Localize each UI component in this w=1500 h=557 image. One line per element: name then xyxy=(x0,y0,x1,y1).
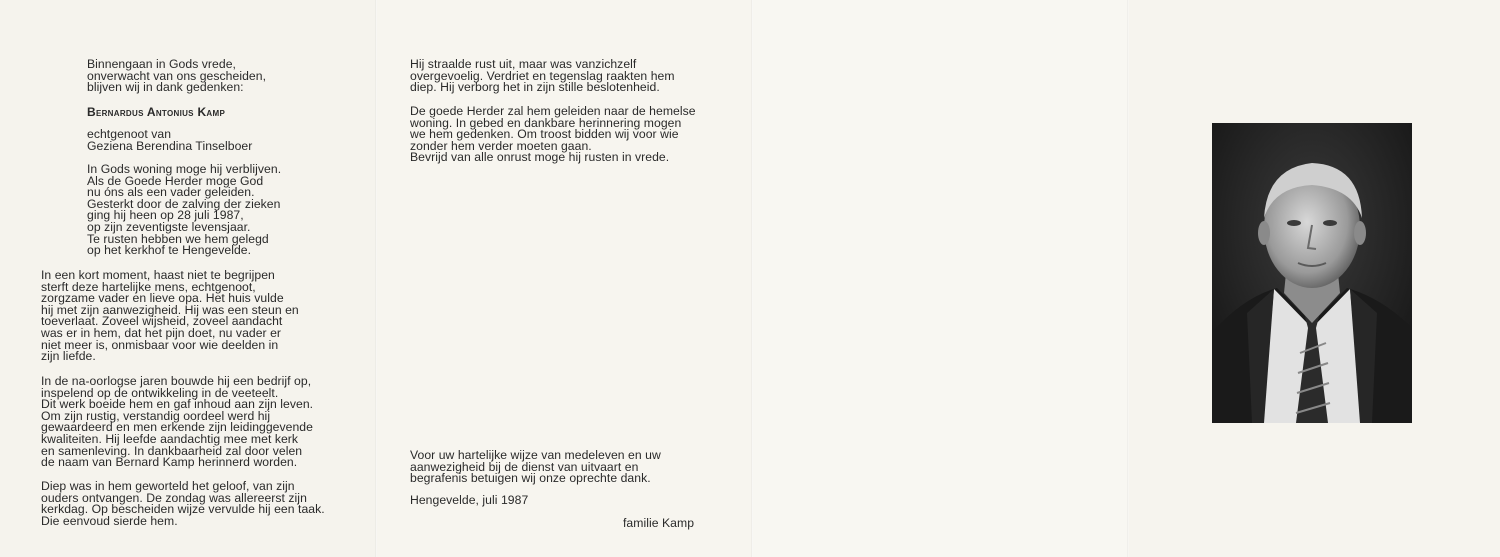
intro-text: Binnengaan in Gods vrede, onverwacht van ons gescheiden, blijven wij in dank gedenken: xyxy=(87,57,267,95)
spouse-text: echtgenoot van Geziena Berendina Tinselboer xyxy=(87,127,253,153)
fold-line xyxy=(1127,0,1129,557)
fold-line xyxy=(375,0,377,557)
portrait-icon xyxy=(1212,123,1412,423)
paragraph-life: In een kort moment, haast niet te begrijpen sterft deze hartelijke mens, echtgenoot, zorgzame vader en lieve opa. Het huis vulde hij met zijn aanwezigheid. Hij was een steun en toeverlaat. Zoveel wijsheid, zoveel aandacht was er in hem, dat het pijn doet, nu vader er niet meer is, onmisbaar voor wie deelden in zijn liefde. xyxy=(41,268,299,364)
paragraph-work: In de na-oorlogse jaren bouwde hij een bedrijf op, inspelend op de ontwikkeling in de veeteelt. Dit werk boeide hem en gaf inhoud aan zijn leven. Om zijn rustig, verstandig oordeel werd hij gewaardeerd en men erkende zijn leidinggevende kwaliteiten. Hij leefde aandachtig mee met kerk en samenleving. In dankbaarheid zal door velen de naam van Bernard Kamp herinnerd worden. xyxy=(41,374,314,470)
place-date: Hengevelde, juli 1987 xyxy=(410,493,529,507)
signature: familie Kamp xyxy=(623,516,695,530)
verse-text: In Gods woning moge hij verblijven. Als de Goede Herder moge God nu óns als een vader geleiden. Gesterkt door de zalving der zieken ging hij heen op 28 juli 1987, op zijn zeventigste levensjaar. Te rusten hebben we hem gelegd op het kerkhof te Hengevelde. xyxy=(87,162,282,258)
fold-line xyxy=(751,0,753,557)
blank-panel xyxy=(752,0,1128,557)
portrait-photo xyxy=(1212,123,1412,423)
paragraph-prayer: De goede Herder zal hem geleiden naar de hemelse woning. In gebed en dankbare herinnering mogen we hem gedenken. Om troost bidden wij voor wie zonder hem verder moeten gaan. Bevrijd van alle onrust moge hij rusten in vrede. xyxy=(410,104,696,165)
thanks-text: Voor uw hartelijke wijze van medeleven en uw aanwezigheid bij de dienst van uitvaart en begrafenis betuigen wij onze oprechte dank. xyxy=(410,448,661,486)
paragraph-character: Hij straalde rust uit, maar was vanzichzelf overgevoelig. Verdriet en tegenslag raakten hem diep. Hij verborg het in zijn stille beslotenheid. xyxy=(410,57,675,95)
deceased-name: Bernardus Antonius Kamp xyxy=(87,105,226,119)
paragraph-faith: Diep was in hem geworteld het geloof, van zijn ouders ontvangen. De zondag was allereerst zijn kerkdag. Op bescheiden wijze vervulde hij een taak. Die eenvoud sierde hem. xyxy=(41,479,325,528)
